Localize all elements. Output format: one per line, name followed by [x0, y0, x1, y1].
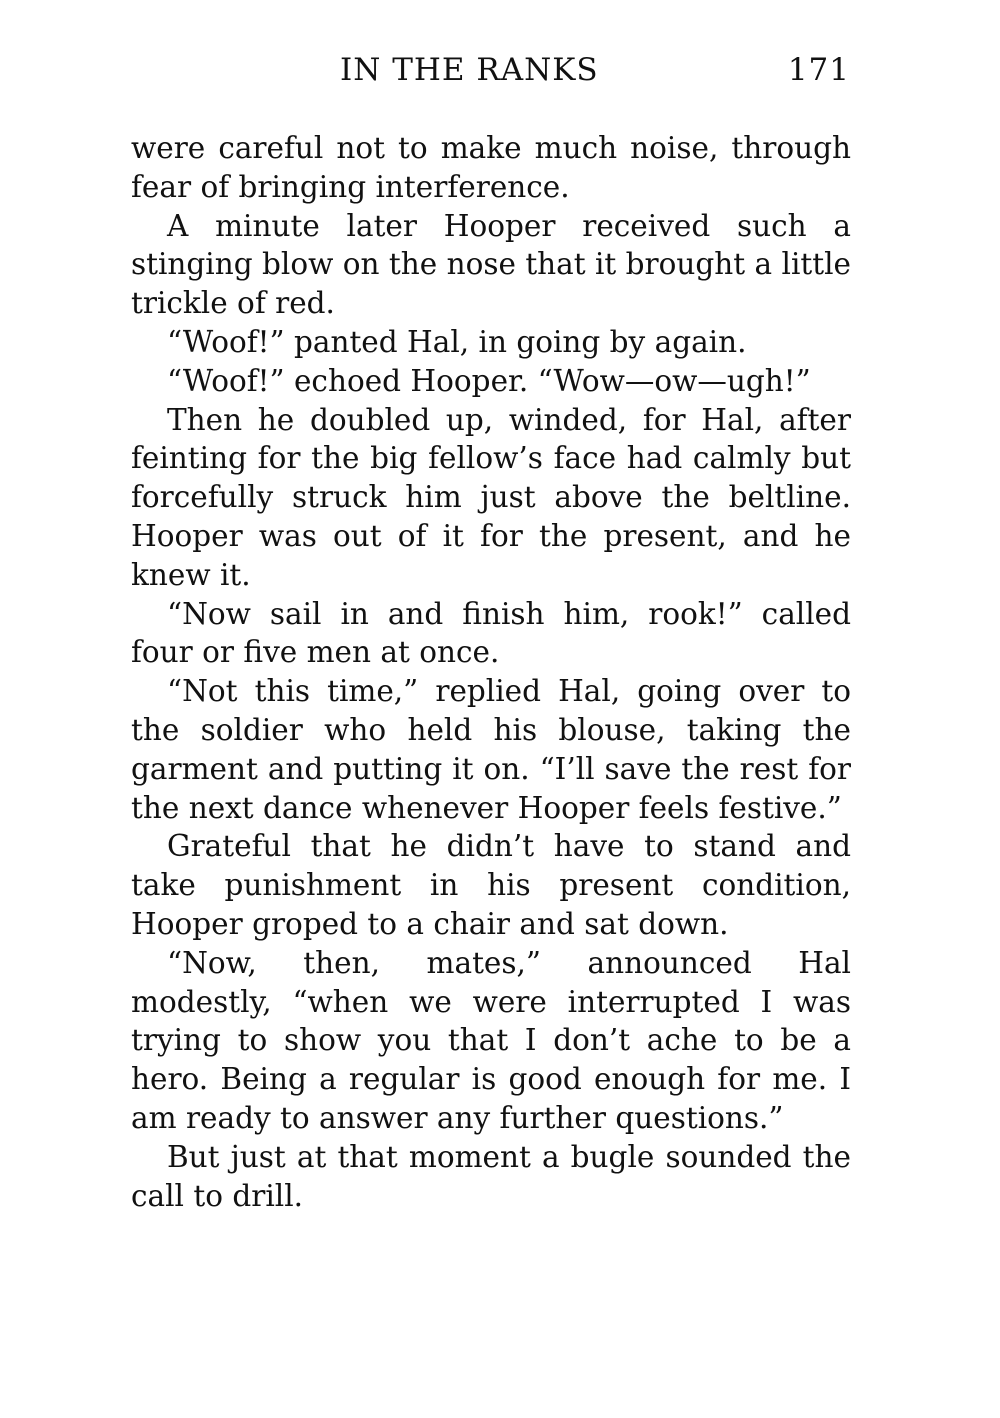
paragraph: Grateful that he didn’t have to stand and take punishment in his present condition, Hooper groped to a chair and sat down.	[131, 829, 851, 941]
paragraph: “Not this time,” replied Hal, going over to the soldier who held his blouse, taking the garment and putting it on. “I’ll save the rest for the next dance whenever Hooper feels festive.”	[131, 674, 851, 825]
paragraph: Then he doubled up, winded, for Hal, after feinting for the big fellow’s face had calmly but forcefully struck him just above the beltline. Hooper was out of it for the present, and he knew it.	[131, 402, 851, 592]
paragraph: “Woof!” panted Hal, in going by again.	[167, 324, 747, 359]
paragraph: “Now sail in and finish him, rook!” called four or five men at once.	[131, 596, 851, 670]
paragraph-continued: were careful not to make much noise, through fear of bringing interference.	[131, 131, 851, 204]
paragraph: “Woof!” echoed Hooper. “Wow—ow—ugh!”	[167, 363, 811, 398]
paragraph: A minute later Hooper received such a stinging blow on the nose that it brought a little trickle of red.	[131, 208, 851, 321]
running-title: IN THE RANKS	[340, 52, 599, 88]
paragraph: But just at that moment a bugle sounded the call to drill.	[131, 1139, 851, 1213]
page-number: 171	[787, 52, 850, 88]
running-head	[130, 52, 850, 92]
body-text	[131, 129, 851, 1215]
paragraph: “Now, then, mates,” announced Hal modestly, “when we were interrupted I was trying to show you that I don’t ache to be a hero. Being a regular is good enough for me. I am ready to answer any further questions.”	[131, 945, 851, 1135]
